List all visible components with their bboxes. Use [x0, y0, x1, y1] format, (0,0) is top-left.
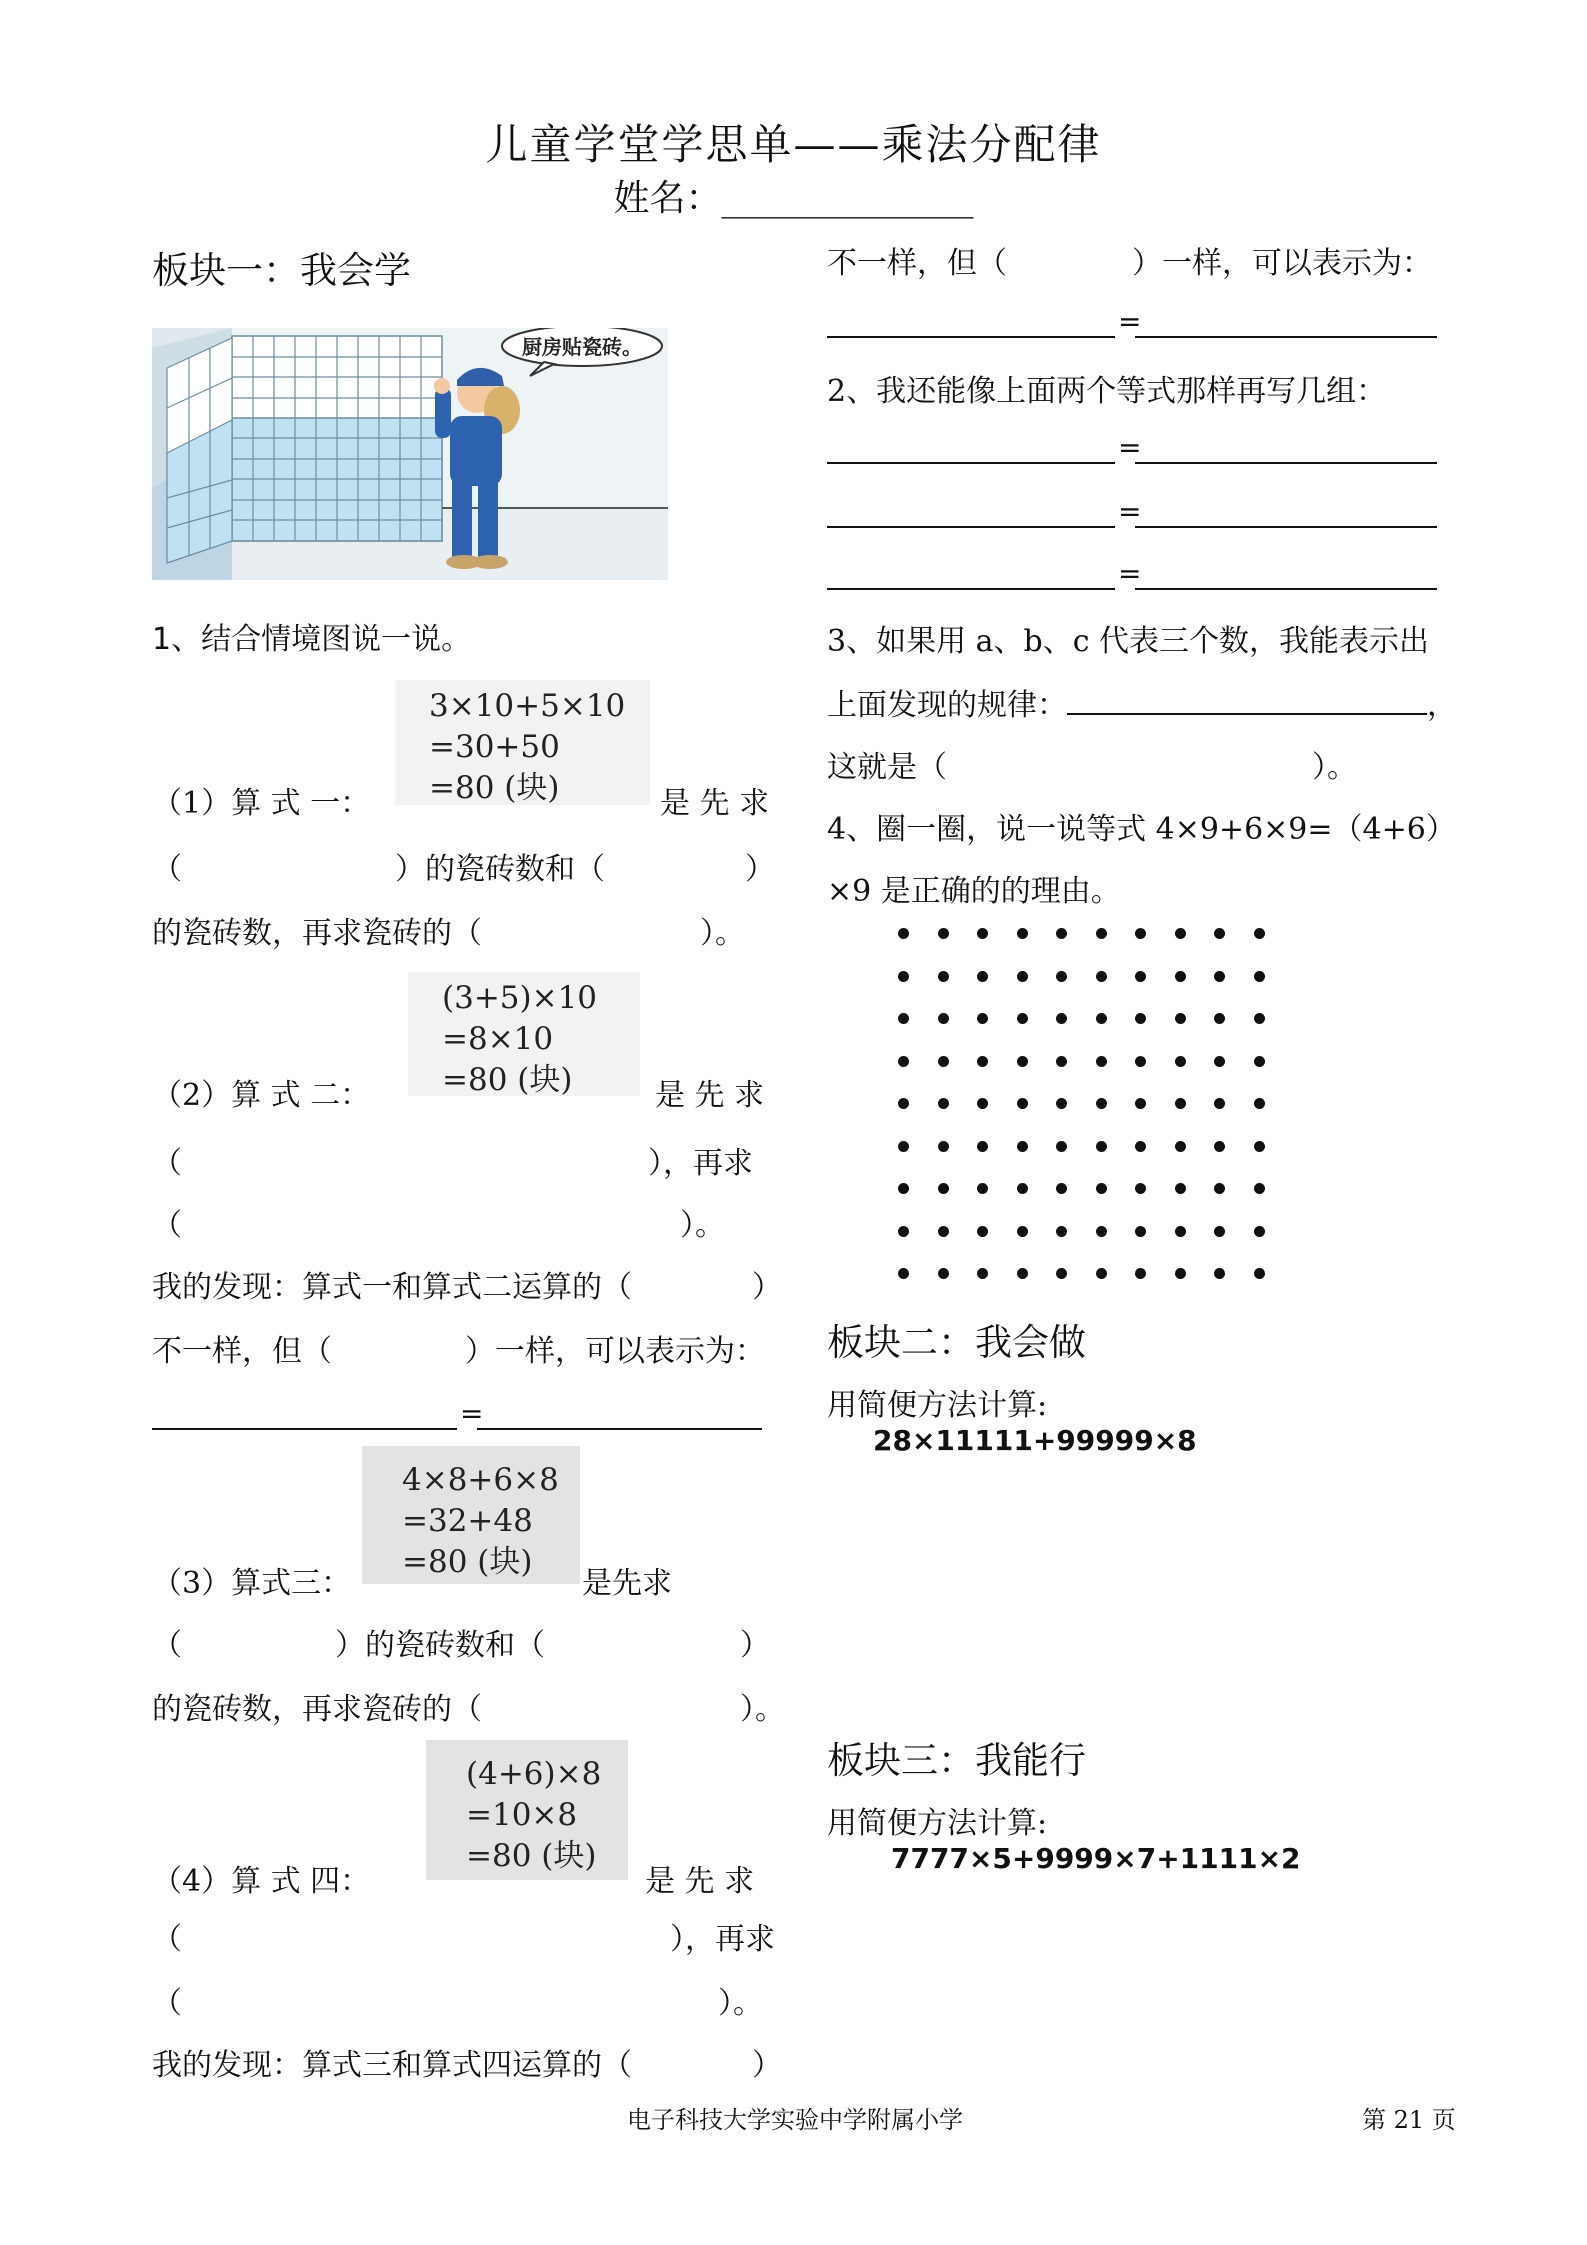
grid-dot [1056, 1013, 1067, 1024]
name-label: 姓名： [613, 178, 722, 219]
formula-4-line: (4+6)×8 [466, 1756, 602, 1792]
grid-dot [938, 1013, 949, 1024]
grid-dot [898, 1013, 909, 1024]
grid-dot [1175, 1183, 1186, 1194]
grid-dot [1254, 971, 1265, 982]
grid-dot [977, 1013, 988, 1024]
question-1: 1、结合情境图说一说。 [152, 622, 472, 657]
grid-dot [938, 1268, 949, 1279]
para-2-then: ），再求 [648, 1146, 753, 1181]
grid-dot [1214, 1226, 1225, 1237]
footer-school: 电子科技大学实验中学附属小学 [627, 2106, 963, 2134]
grid-dot [1175, 1268, 1186, 1279]
para-3-paren-close: ） [740, 1628, 770, 1663]
page-title: 儿童学堂学思单——乘法分配律 [485, 120, 1102, 169]
grid-dot [1135, 1056, 1146, 1067]
section-1-heading: 板块一：我会学 [152, 249, 411, 292]
grid-dot [977, 928, 988, 939]
equation-line-right-2[interactable] [827, 424, 1437, 464]
grid-dot [1214, 1098, 1225, 1109]
para-3-start: （3）算式三： [152, 1566, 352, 1601]
grid-dot [1096, 928, 1107, 939]
grid-dot [1017, 1268, 1028, 1279]
grid-dot [977, 971, 988, 982]
grid-dot [938, 1098, 949, 1109]
grid-dot [898, 1056, 909, 1067]
question-3-close: ）。 [1312, 750, 1357, 785]
grid-dot [1254, 1268, 1265, 1279]
equals-sign: = [1118, 557, 1142, 590]
question-4-b: ×9 是正确的的理由。 [827, 874, 1121, 909]
grid-dot [1254, 928, 1265, 939]
formula-2-line: (3+5)×10 [442, 980, 598, 1016]
para-2-paren-open-2: （ [152, 1208, 182, 1243]
speech-bubble-text: 厨房贴瓷砖。 [522, 335, 642, 359]
grid-dot [977, 1226, 988, 1237]
grid-dot [1214, 1141, 1225, 1152]
formula-1-image [395, 680, 650, 805]
grid-dot [1056, 928, 1067, 939]
formula-4-line: =80 (块) [466, 1838, 597, 1874]
grid-dot [1017, 1141, 1028, 1152]
para-2-start: （2）算 式 二： [152, 1078, 371, 1113]
section-3-heading: 板块三：我能行 [827, 1739, 1086, 1782]
grid-dot [1017, 1013, 1028, 1024]
formula-3-line: =80 (块) [402, 1544, 533, 1580]
grid-dot [1135, 1141, 1146, 1152]
finding-2-close: ） [752, 2048, 782, 2083]
finding-1: 我的发现：算式一和算式二运算的（ [152, 1270, 632, 1305]
grid-dot [1214, 1056, 1225, 1067]
grid-dot [938, 1183, 949, 1194]
grid-dot [1135, 1098, 1146, 1109]
grid-dot [977, 1183, 988, 1194]
para-3-middle: ）的瓷砖数和（ [335, 1628, 545, 1663]
grid-dot [1135, 1226, 1146, 1237]
para-1-start: （1）算 式 一： [152, 786, 371, 821]
grid-dot [1096, 1226, 1107, 1237]
para-1-tail: 是 先 求 [660, 786, 770, 821]
grid-dot [1254, 1056, 1265, 1067]
grid-dot [1017, 1226, 1028, 1237]
equation-line-right-1[interactable] [827, 298, 1437, 338]
grid-dot [1254, 1141, 1265, 1152]
grid-dot [1096, 971, 1107, 982]
formula-2-line: =80 (块) [442, 1062, 573, 1098]
grid-dot [1017, 1056, 1028, 1067]
calc-1-label: 用简便方法计算: [827, 1388, 1048, 1423]
grid-dot [938, 971, 949, 982]
question-3-rule-comma: ， [1427, 688, 1457, 723]
grid-dot [1017, 1098, 1028, 1109]
grid-dot [1017, 928, 1028, 939]
grid-dot [898, 1268, 909, 1279]
grid-dot [898, 971, 909, 982]
grid-dot [1135, 971, 1146, 982]
finding-1b-end: ）一样，可以表示为： [465, 1334, 765, 1369]
formula-3-line: =32+48 [402, 1503, 533, 1539]
finding-1-close: ） [752, 1270, 782, 1305]
name-blank[interactable]: ______________ [721, 178, 974, 219]
grid-dot [977, 1268, 988, 1279]
grid-dot [1254, 1098, 1265, 1109]
grid-dot [977, 1056, 988, 1067]
para-1-paren-open: （ [152, 852, 182, 887]
para-4-tail: 是 先 求 [645, 1864, 755, 1899]
grid-dot [1214, 928, 1225, 939]
grid-dot [1017, 971, 1028, 982]
formula-4-line: =10×8 [466, 1797, 578, 1833]
grid-dot [1175, 928, 1186, 939]
kitchen-tile-illustration [152, 328, 668, 580]
equals-sign: = [1118, 495, 1142, 528]
para-3-line3-end: ）。 [740, 1692, 785, 1727]
grid-dot [1056, 1056, 1067, 1067]
name-line [0, 170, 1587, 221]
grid-dot [1175, 971, 1186, 982]
para-4-paren-close-2: ）。 [718, 1986, 763, 2021]
grid-dot [1135, 1183, 1146, 1194]
grid-dot [1096, 1013, 1107, 1024]
grid-dot [1254, 1183, 1265, 1194]
grid-dot [1056, 1226, 1067, 1237]
para-4-paren-open: （ [152, 1922, 182, 1957]
formula-1-line: =80 (块) [429, 770, 560, 806]
para-1-line3: 的瓷砖数，再求瓷砖的（ [152, 916, 482, 951]
grid-dot [898, 1183, 909, 1194]
grid-dot [1175, 1056, 1186, 1067]
para-2-paren-open: （ [152, 1146, 182, 1181]
calc-2-label: 用简便方法计算: [827, 1806, 1048, 1841]
grid-dot [1135, 1268, 1146, 1279]
grid-dot [1254, 1226, 1265, 1237]
formula-4-image [426, 1740, 628, 1880]
grid-dot [1096, 1141, 1107, 1152]
grid-dot [1254, 1013, 1265, 1024]
grid-dot [1175, 1098, 1186, 1109]
para-1-paren-close: ） [745, 852, 775, 887]
formula-3-image [362, 1446, 580, 1584]
calc-2-expression: 7777×5+9999×7+1111×2 [891, 1842, 1301, 1875]
formula-1-line: =30+50 [429, 729, 560, 765]
question-3-rule-label: 上面发现的规律： [827, 688, 1067, 723]
formula-1-line: 3×10+5×10 [429, 688, 626, 724]
grid-dot [1096, 1098, 1107, 1109]
formula-2-image [408, 972, 640, 1096]
grid-dot [1214, 1183, 1225, 1194]
grid-dot [1017, 1183, 1028, 1194]
grid-dot [938, 1056, 949, 1067]
grid-dot [1056, 1098, 1067, 1109]
formula-3-line: 4×8+6×8 [402, 1462, 559, 1498]
para-1-middle: ）的瓷砖数和（ [395, 852, 605, 887]
grid-dot [1214, 1013, 1225, 1024]
grid-dot [977, 1098, 988, 1109]
para-2-tail: 是 先 求 [655, 1078, 765, 1113]
para-4-paren-open-2: （ [152, 1986, 182, 2021]
grid-dot [1056, 1141, 1067, 1152]
formula-2-line: =8×10 [442, 1021, 554, 1057]
equation-line-left-1[interactable] [152, 1390, 762, 1430]
dot-grid[interactable] [898, 928, 1268, 1280]
calc-1-expression: 28×11111+99999×8 [873, 1424, 1197, 1457]
equation-line-right-3[interactable] [827, 488, 1437, 528]
grid-dot [1175, 1141, 1186, 1152]
right-continuation: 不一样，但（ [827, 246, 1007, 281]
grid-dot [938, 1226, 949, 1237]
section-2-heading: 板块二：我会做 [827, 1321, 1086, 1364]
equals-sign: = [460, 1397, 484, 1430]
grid-dot [1175, 1013, 1186, 1024]
para-4-then: ），再求 [670, 1922, 775, 1957]
grid-dot [938, 1141, 949, 1152]
para-3-line3: 的瓷砖数，再求瓷砖的（ [152, 1692, 482, 1727]
grid-dot [1175, 1226, 1186, 1237]
para-3-tail: 是先求 [582, 1566, 672, 1601]
grid-dot [1135, 1013, 1146, 1024]
equals-sign: = [1118, 305, 1142, 338]
grid-dot [1056, 1183, 1067, 1194]
question-3-this-is: 这就是（ [827, 750, 947, 785]
footer-page-number: 第 21 页 [1362, 2106, 1456, 2134]
question-3: 3、如果用 a、b、c 代表三个数，我能表示出 [827, 624, 1430, 659]
finding-2: 我的发现：算式三和算式四运算的（ [152, 2048, 632, 2083]
grid-dot [1096, 1056, 1107, 1067]
grid-dot [977, 1141, 988, 1152]
question-4: 4、圈一圈，说一说等式 4×9+6×9=（4+6） [827, 812, 1456, 847]
para-2-paren-close-2: ）。 [680, 1208, 725, 1243]
equals-sign: = [1118, 431, 1142, 464]
grid-dot [1135, 928, 1146, 939]
grid-dot [898, 1141, 909, 1152]
grid-dot [1214, 1268, 1225, 1279]
para-4-start: （4）算 式 四： [152, 1864, 371, 1899]
grid-dot [898, 1226, 909, 1237]
grid-dot [938, 928, 949, 939]
grid-dot [898, 928, 909, 939]
finding-1b: 不一样，但（ [152, 1334, 332, 1369]
rule-blank[interactable] [1067, 687, 1427, 715]
grid-dot [1096, 1183, 1107, 1194]
grid-dot [1096, 1268, 1107, 1279]
grid-dot [1056, 1268, 1067, 1279]
grid-dot [1214, 971, 1225, 982]
para-3-paren-open: （ [152, 1628, 182, 1663]
grid-dot [1056, 971, 1067, 982]
equation-line-right-4[interactable] [827, 550, 1437, 590]
right-continuation-end: ）一样，可以表示为： [1132, 246, 1432, 281]
question-3-rule [827, 680, 1457, 724]
grid-dot [898, 1098, 909, 1109]
question-2: 2、我还能像上面两个等式那样再写几组： [827, 374, 1387, 409]
para-1-line3-end: ）。 [700, 916, 745, 951]
